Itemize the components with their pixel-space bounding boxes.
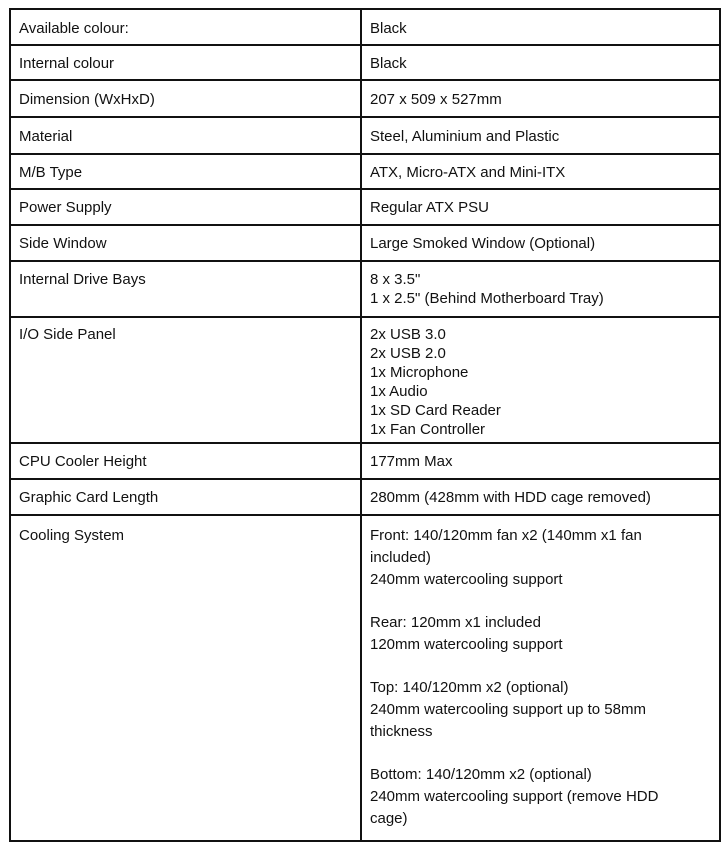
spec-value: Black bbox=[361, 45, 720, 80]
spec-value-line: Bottom: 140/120mm x2 (optional) bbox=[370, 766, 592, 783]
spec-value-line: 240mm watercooling support (remove HDD bbox=[370, 788, 659, 805]
spec-label: Dimension (WxHxD) bbox=[10, 80, 361, 117]
spec-label: Power Supply bbox=[10, 189, 361, 225]
spec-value: Steel, Aluminium and Plastic bbox=[361, 117, 720, 154]
spec-label: I/O Side Panel bbox=[10, 317, 361, 443]
spec-value-line: thickness bbox=[370, 723, 433, 740]
spec-value-line: Rear: 120mm x1 included bbox=[370, 614, 541, 631]
cooling-top-paragraph bbox=[370, 677, 719, 743]
table-row bbox=[10, 443, 720, 479]
spec-value-line: included) bbox=[370, 549, 431, 566]
table-row bbox=[10, 45, 720, 80]
spec-label: Cooling System bbox=[10, 515, 361, 841]
table-row bbox=[10, 117, 720, 154]
table-row bbox=[10, 154, 720, 189]
cooling-front-paragraph bbox=[370, 525, 719, 591]
spec-value: Large Smoked Window (Optional) bbox=[361, 225, 720, 261]
spec-label: Side Window bbox=[10, 225, 361, 261]
table-row bbox=[10, 261, 720, 317]
spec-value-line: 1x SD Card Reader bbox=[370, 402, 501, 419]
table-row bbox=[10, 189, 720, 225]
table-row bbox=[10, 515, 720, 841]
table-row bbox=[10, 479, 720, 515]
spec-value-line: cage) bbox=[370, 810, 408, 827]
spec-value: 207 x 509 x 527mm bbox=[361, 80, 720, 117]
spec-table bbox=[9, 8, 721, 842]
spec-value: 280mm (428mm with HDD cage removed) bbox=[361, 479, 720, 515]
spec-value bbox=[361, 515, 720, 841]
spec-value-line: 240mm watercooling support bbox=[370, 571, 563, 588]
spec-label: Material bbox=[10, 117, 361, 154]
spec-value-line: 1 x 2.5" (Behind Motherboard Tray) bbox=[370, 290, 604, 307]
spec-value-line: 240mm watercooling support up to 58mm bbox=[370, 701, 646, 718]
spec-label: Internal colour bbox=[10, 45, 361, 80]
spec-value bbox=[361, 317, 720, 443]
table-row bbox=[10, 317, 720, 443]
spec-label: M/B Type bbox=[10, 154, 361, 189]
spec-value: 177mm Max bbox=[361, 443, 720, 479]
spec-value-line: Front: 140/120mm fan x2 (140mm x1 fan bbox=[370, 527, 642, 544]
spec-value: Regular ATX PSU bbox=[361, 189, 720, 225]
table-row bbox=[10, 9, 720, 45]
spec-value: Black bbox=[361, 9, 720, 45]
cooling-bottom-paragraph bbox=[370, 764, 719, 830]
spec-label: Internal Drive Bays bbox=[10, 261, 361, 317]
spec-value-line: 120mm watercooling support bbox=[370, 636, 563, 653]
cooling-rear-paragraph bbox=[370, 612, 719, 656]
spec-value-line: 1x Microphone bbox=[370, 364, 469, 381]
spec-value-line: 8 x 3.5" bbox=[370, 271, 421, 288]
table-row bbox=[10, 225, 720, 261]
spec-label: Graphic Card Length bbox=[10, 479, 361, 515]
spec-label: CPU Cooler Height bbox=[10, 443, 361, 479]
spec-value-line: 2x USB 3.0 bbox=[370, 326, 446, 343]
spec-value-line: Top: 140/120mm x2 (optional) bbox=[370, 679, 569, 696]
spec-value-line: 2x USB 2.0 bbox=[370, 345, 446, 362]
spec-value-line: 1x Fan Controller bbox=[370, 421, 486, 438]
spec-value bbox=[361, 261, 720, 317]
table-row bbox=[10, 80, 720, 117]
spec-label: Available colour: bbox=[10, 9, 361, 45]
spec-value-line: 1x Audio bbox=[370, 383, 428, 400]
spec-value: ATX, Micro-ATX and Mini-ITX bbox=[361, 154, 720, 189]
